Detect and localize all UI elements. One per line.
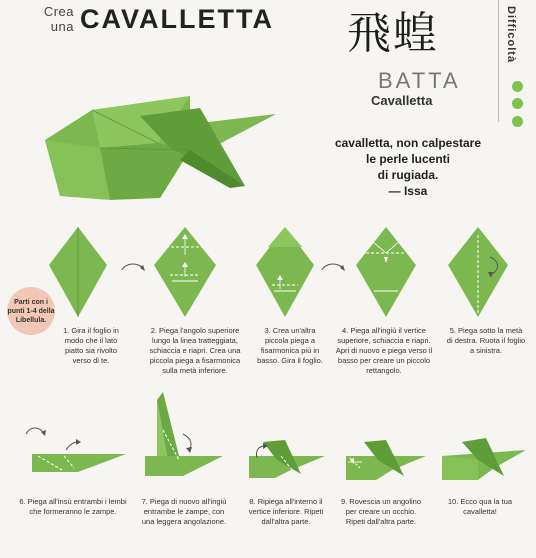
step-7-caption: 7. Piega di nuovo all'ingiù entrambe le zampe, con una leggera angolazione.	[141, 497, 227, 526]
step-7-diagram	[143, 390, 225, 490]
step-1-diagram	[45, 225, 115, 320]
header-divider	[498, 0, 499, 122]
title-prefix: Crea una	[43, 4, 74, 34]
haiku	[308, 135, 508, 199]
haiku-author: — Issa	[388, 184, 428, 198]
haiku-line: di rugiada.	[377, 168, 439, 182]
step-5-caption: 5. Piega sotto la metà di destra. Ruota il foglio a sinistra.	[446, 326, 526, 355]
flip-arrow-icon	[318, 260, 348, 276]
difficulty-label: Difficoltà	[505, 6, 517, 64]
prerequisite-text: Parti con i punti 1-4 della Libellula.	[7, 298, 55, 324]
difficulty-dot	[512, 116, 523, 127]
step-6-caption: 6. Piega all'insù entrambi i lembi che formeranno le zampe.	[19, 497, 127, 516]
step-1-caption: 1. Gira il foglio in modo che il lato piatto sia rivolto verso di te.	[63, 326, 119, 365]
step-2-caption: 2. Piega l'angolo superiore lungo la linea tratteggiata, schiaccia e riapri. Crea una piccola piega a fisarmonica sulla metà inferiore.	[149, 326, 241, 375]
step-3-diagram	[252, 225, 322, 320]
romaji-title: BATTA	[378, 68, 461, 93]
step-9-caption: 9. Rovescia un angolino per creare un occhio. Ripeti dall'altra parte.	[340, 497, 422, 526]
step-2-diagram	[150, 225, 220, 320]
step-8-caption: 8. Ripiega all'interno il vertice inferiore. Ripeti dall'altra parte.	[248, 497, 324, 526]
step-5-diagram	[444, 225, 514, 320]
difficulty-dot	[512, 98, 523, 109]
italian-name: Cavalletta	[371, 93, 433, 108]
step-3-caption: 3. Crea un'altra piccola piega a fisarmonica più in basso. Gira il foglio.	[257, 326, 323, 365]
grasshopper-illustration	[40, 88, 280, 208]
step-6-diagram	[18, 420, 130, 488]
difficulty-dot	[512, 81, 523, 92]
kanji-title: 飛蝗	[347, 8, 439, 59]
step-4-diagram	[352, 225, 422, 320]
step-10-diagram	[438, 428, 530, 490]
flip-arrow-icon	[118, 260, 148, 276]
haiku-line: le perle lucenti	[365, 152, 451, 166]
step-4-caption: 4. Piega all'ingiù il vertice superiore, schiaccia e riapri. Apri di nuovo e piega verso il basso per creare un piccolo rettangolo.	[335, 326, 433, 375]
page-title: CAVALLETTA	[80, 4, 274, 34]
step-8-diagram	[245, 430, 327, 490]
step-10-caption: 10. Ecco qua la tua cavalletta!	[447, 497, 513, 516]
haiku-line: cavalletta, non calpestare	[334, 136, 482, 150]
step-9-diagram	[340, 430, 430, 490]
